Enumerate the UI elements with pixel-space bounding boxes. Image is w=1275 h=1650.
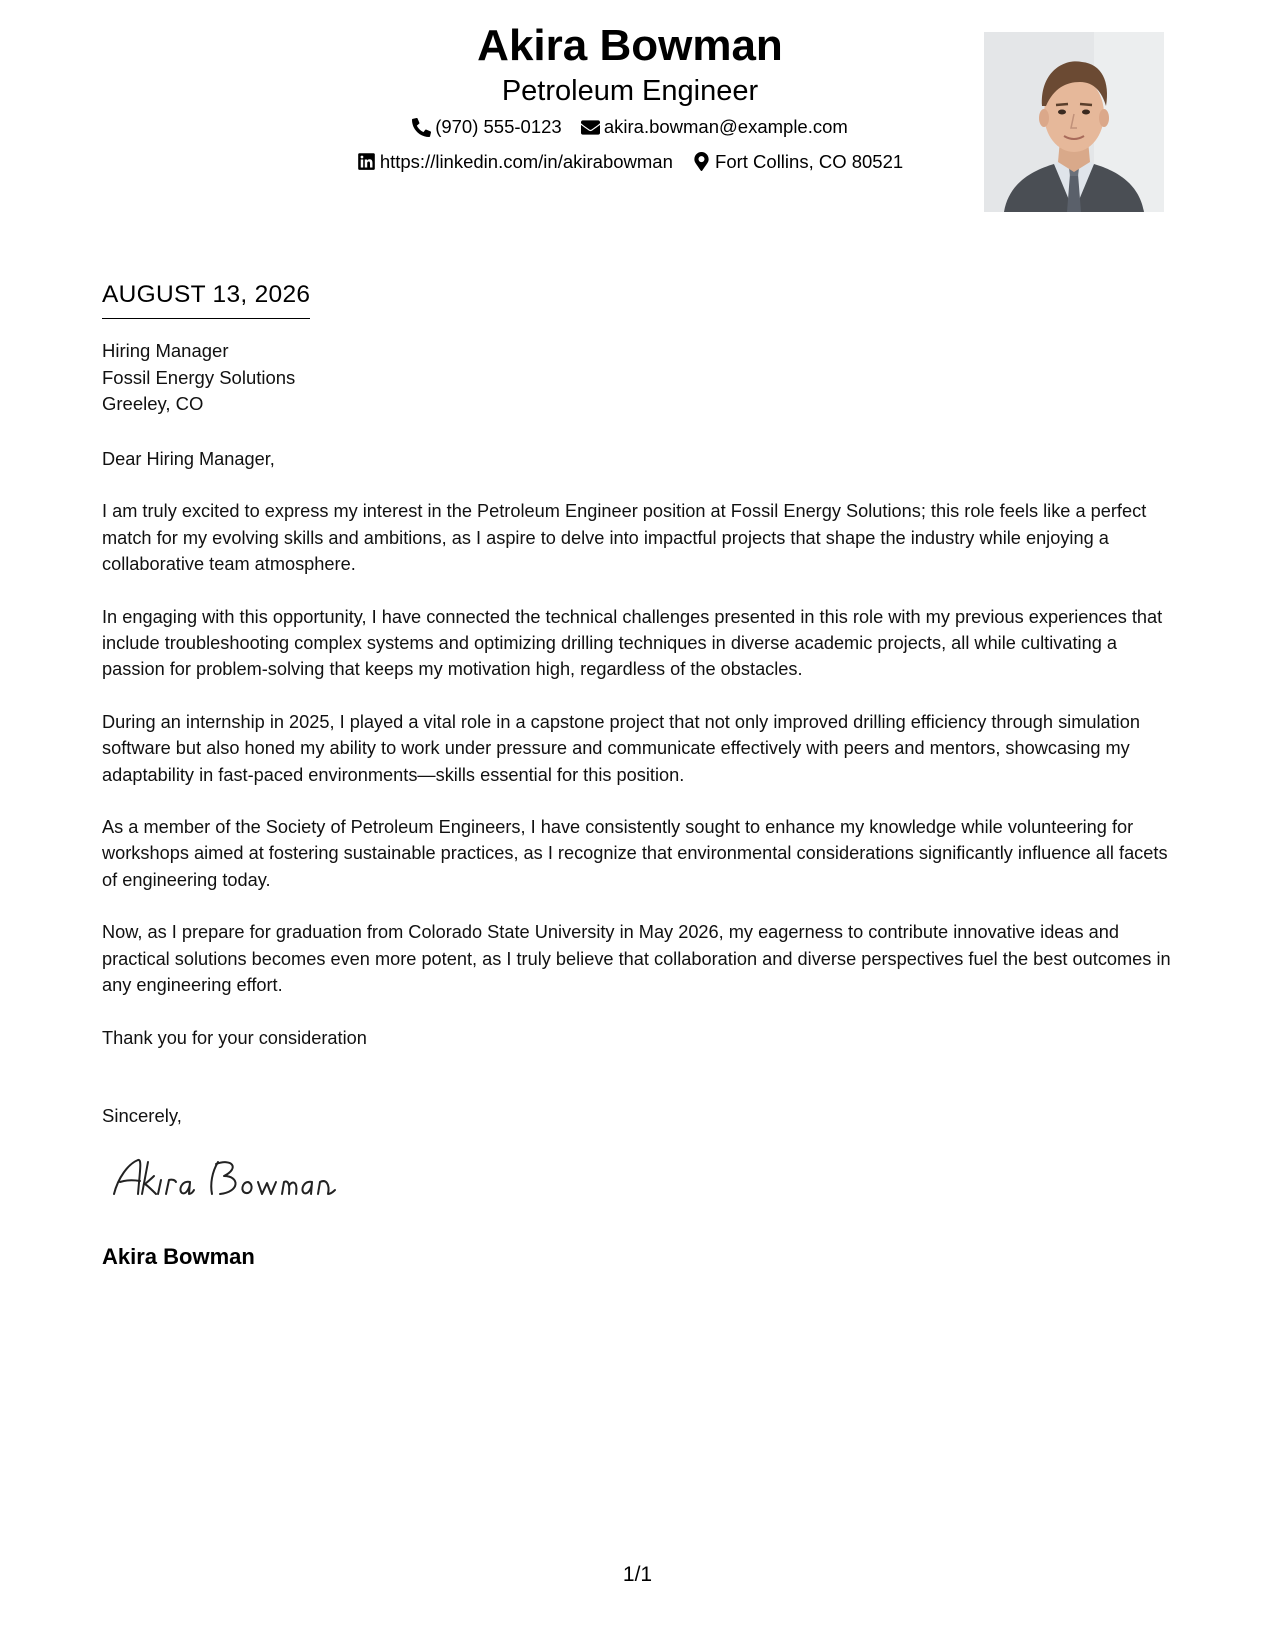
page-number: 1/1 [622,1563,653,1586]
linkedin-text: https://linkedin.com/in/akirabowman [379,150,673,172]
body-paragraph: As a member of the Society of Petroleum Engineers, I have consistently sought to enhance my knowledge while volunteering for workshops aimed at fostering sustainable practices, as I recognize that environmental considerations significantly influence all facets of engineering today. [102,817,1168,890]
email-text: akira.bowman@example.com [603,116,848,137]
signer-name: Akira Bowman [102,1244,255,1269]
body-paragraph: In engaging with this opportunity, I have connected the technical challenges presented in this role with my previous experiences that include troubleshooting complex systems and optimizing drilling techniques in diverse academic projects, all while cultivating a passion for problem-solving that keeps my motivation high, regardless of the obstacles. [102,606,1163,680]
contact-location [692,150,903,174]
linkedin-icon [357,152,376,171]
applicant-title: Petroleum Engineer [501,75,759,107]
contact-row-1 [230,115,1030,143]
letter-date: AUGUST 13, 2026 [102,280,310,319]
recipient-company: Fossil Energy Solutions [102,366,296,388]
contact-email [581,115,848,139]
thanks-line: Thank you for your consideration [102,1027,367,1048]
location-text: Fort Collins, CO 80521 [715,150,904,172]
closing: Sincerely, [102,1105,182,1126]
recipient-line: Hiring Manager [102,340,229,361]
profile-photo [984,32,1164,212]
phone-icon [412,118,431,137]
letter-header [0,0,1275,220]
signature-image [108,1150,358,1210]
contact-phone [412,115,562,139]
body-paragraph: During an internship in 2025, I played a vital role in a capstone project that not only improved drilling efficiency through simulation software but also honed my ability to work under pressure and communicate effectively with peers and mentors, showcasing my adaptability in fast-paced environments—skills essential for this position. [102,711,1140,785]
portrait-image [984,32,1164,212]
handwritten-signature [108,1150,358,1210]
recipient-block [102,338,295,418]
body-paragraph: I am truly excited to express my interest in the Petroleum Engineer position at Fossil Energy Solutions; this role feels like a perfect match for my evolving skills and ambitions, as I aspire to delve into impactful projects that shape the industry while enjoying a collaborative team atmosphere. [102,501,1147,575]
body-paragraph: Now, as I prepare for graduation from Colorado State University in May 2026, my eagerness to contribute innovative ideas and practical solutions becomes even more potent, as I truly believe that collaboration and diverse perspectives fuel the best outcomes in any engineering effort. [102,922,1171,996]
map-pin-icon [692,152,711,171]
letter-date-block [102,280,310,319]
contact-linkedin [357,150,673,174]
phone-text: (970) 555-0123 [435,116,562,137]
letter-body [102,446,1172,1077]
recipient-location: Greeley, CO [102,393,204,414]
applicant-name: Akira Bowman [477,21,783,70]
contact-row-2 [230,150,1030,178]
header-info [230,18,1030,177]
envelope-icon [581,118,600,137]
salutation: Dear Hiring Manager, [102,449,275,469]
